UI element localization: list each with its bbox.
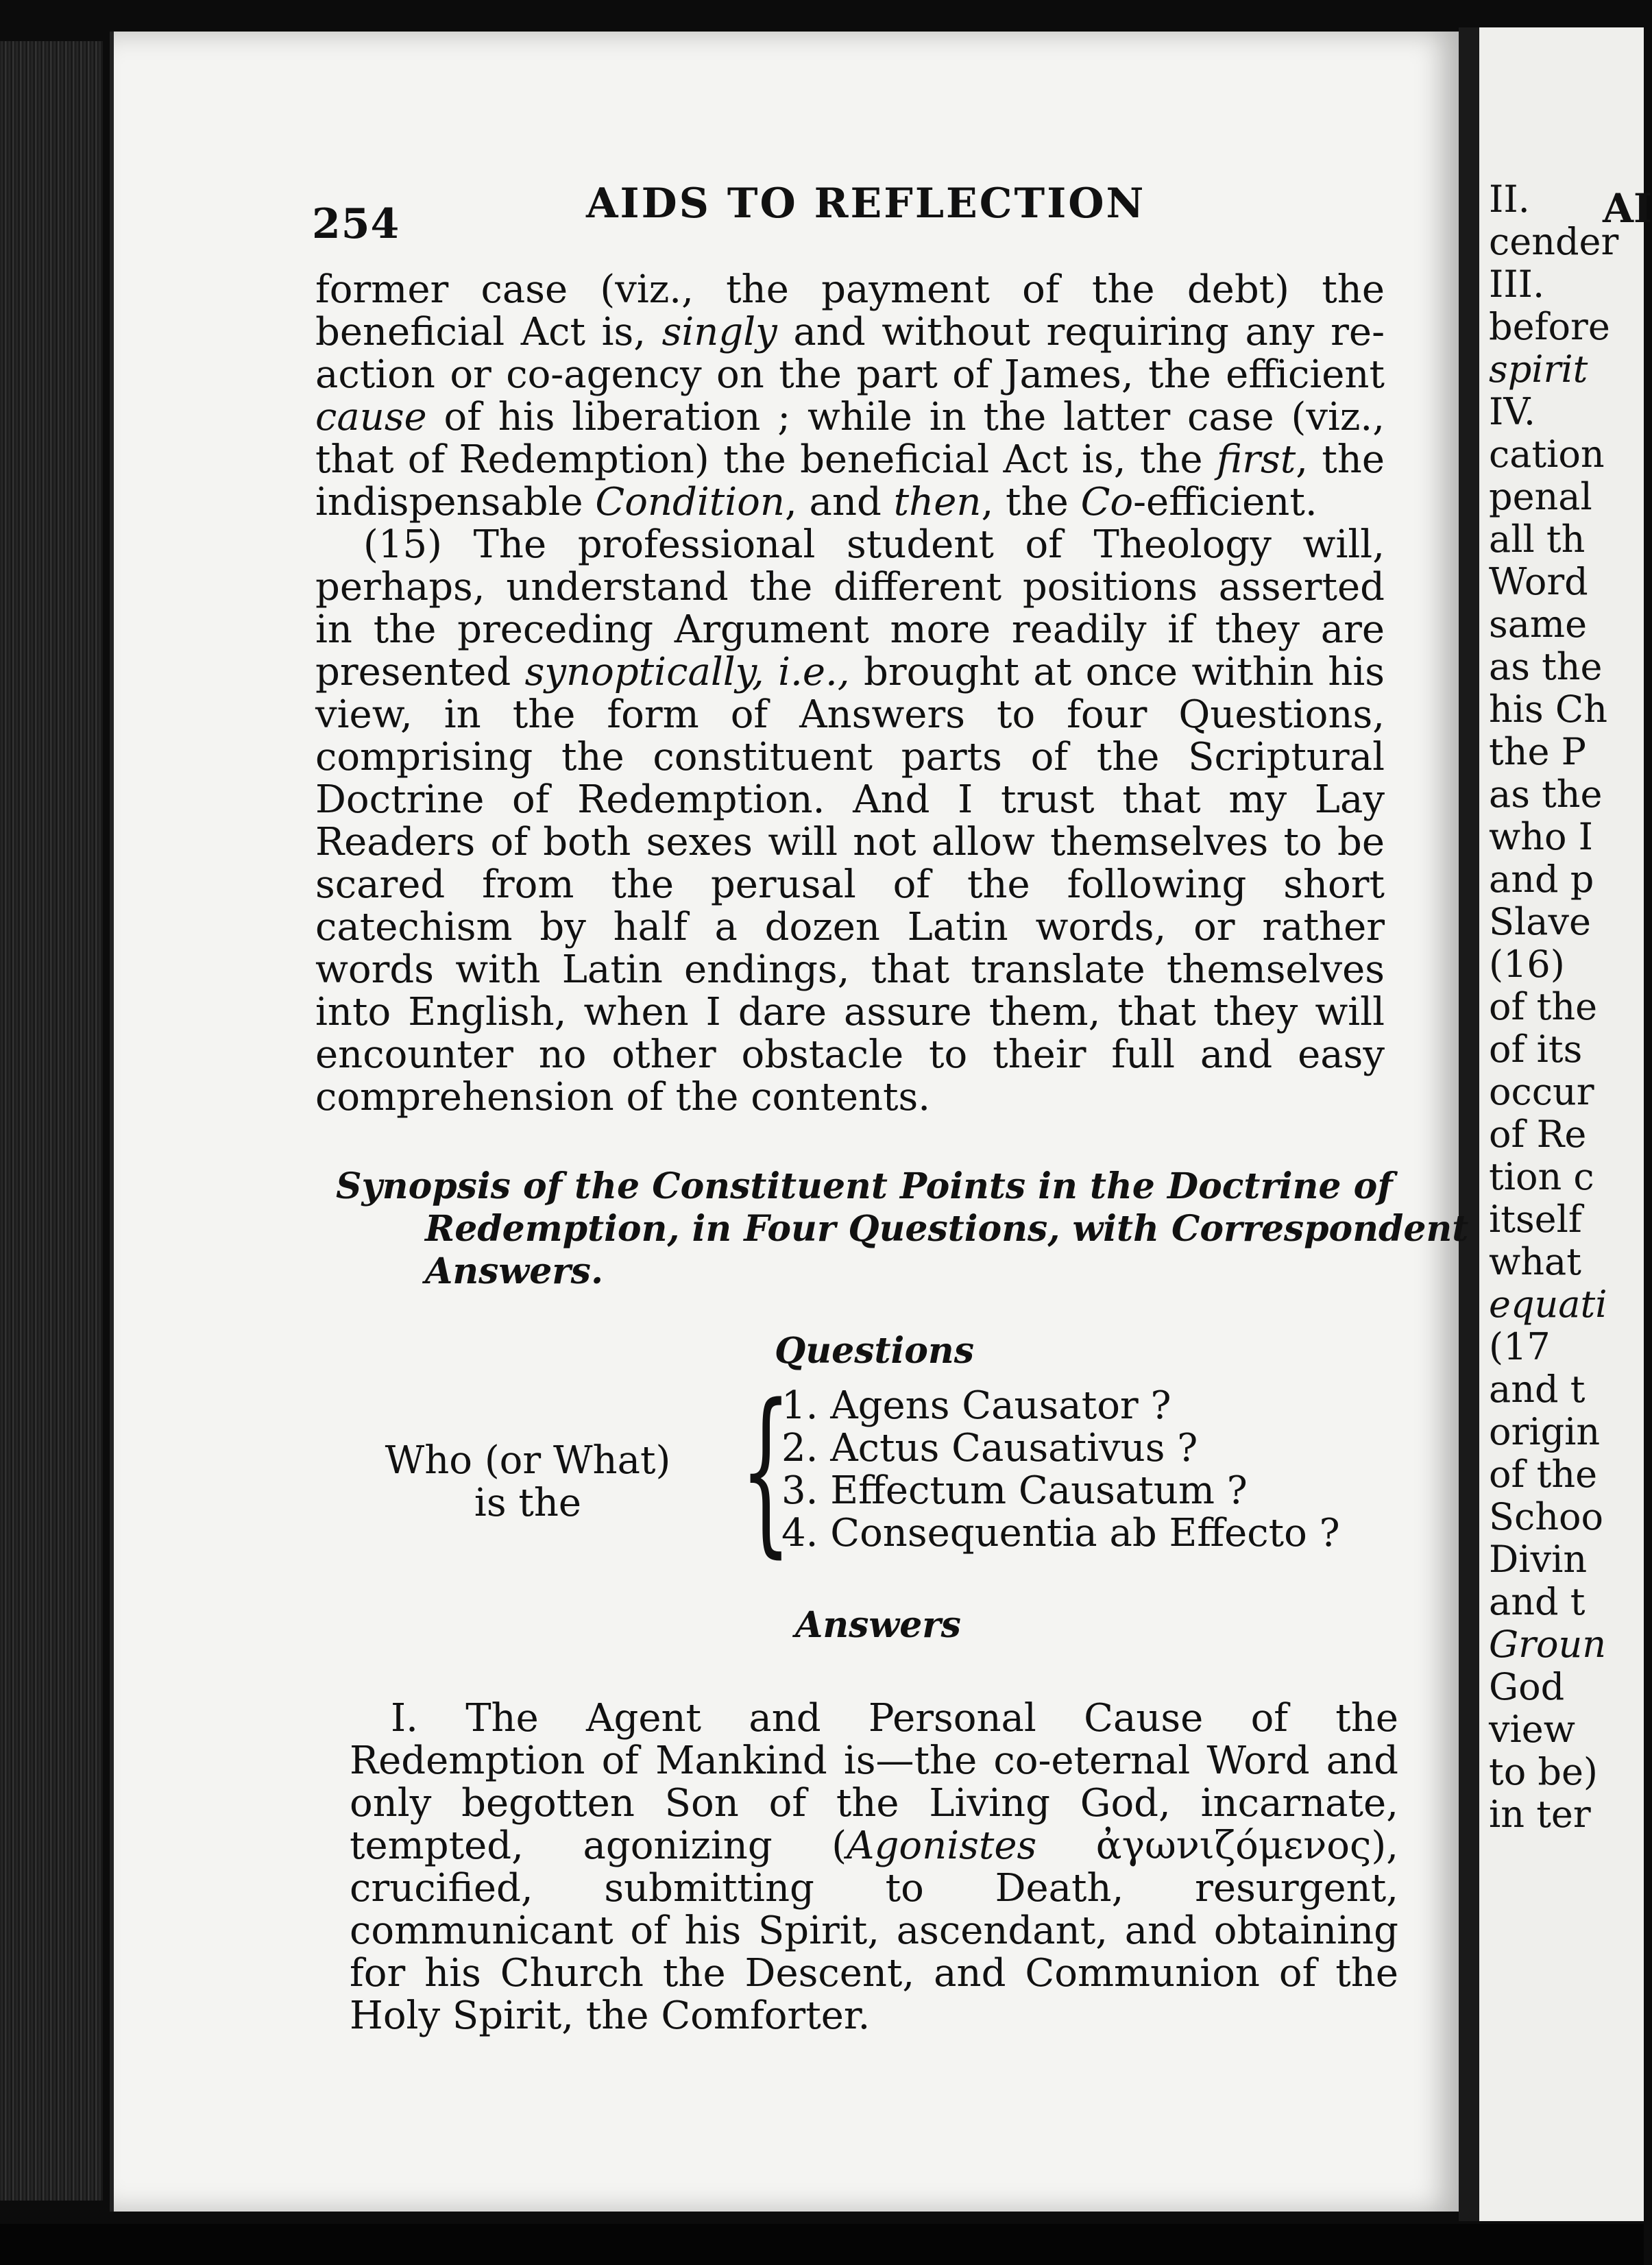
right-page-line: II. [1489,178,1530,221]
right-page-line: to be) [1489,1750,1598,1793]
running-title: AIDS TO REFLECTION [586,180,1146,228]
right-page-line: of its [1489,1028,1583,1071]
right-page [1479,27,1652,2221]
right-page-line: and p [1489,858,1594,901]
right-page-line: Divin [1489,1538,1588,1581]
answer-1: I. The Agent and Personal Cause of the Redemption of Mankind is—the co-eternal Word and only begotten Son of the Living God, incarnate, tempted, agonizing (Agonistes ἀγωνιζόμενος), crucified, submitting to Death, resurgent, communicant of his Spirit, ascendant, and obtaining for his Church the Descent, and Communion of the Holy Spirit, the Comforter. [350,1696,1398,2038]
question-item: 1. Agens Causator ? [781,1383,1171,1428]
right-page-line: as the [1489,645,1603,688]
who-label-line-1: Who (or What) [385,1438,671,1483]
curly-brace-icon: { [740,1367,792,1574]
right-page-line: God [1489,1665,1565,1708]
right-page-line: who I [1489,815,1594,858]
page-number: 254 [312,200,400,248]
right-page-line: as the [1489,773,1603,816]
question-item: 3. Effectum Causatum ? [781,1468,1248,1513]
right-page-line: occur [1489,1070,1594,1113]
right-page-line: and t [1489,1580,1586,1623]
right-page-line: tion c [1489,1155,1594,1198]
right-page-text [1489,178,1618,1836]
right-page-line: origin [1489,1410,1601,1453]
right-page-line: his Ch [1489,688,1608,731]
right-page-line: penal [1489,475,1592,518]
who-label-line-2: is the [474,1481,582,1525]
right-page-line: itself [1489,1198,1582,1241]
question-item: 4. Consequentia ab Effecto ? [781,1511,1340,1555]
book-edge [0,41,103,2201]
body-text [315,269,1385,1119]
scan-border [0,2224,1644,2265]
right-page-line: Word [1489,560,1588,603]
right-page-line: equati [1489,1283,1607,1326]
questions-list [781,1385,1340,1555]
right-page-line: before [1489,305,1610,348]
right-page-line: of Re [1489,1113,1587,1156]
right-page-line: cender [1489,220,1619,263]
questions-heading: Questions [775,1330,975,1372]
paragraph-15: (15) The professional student of Theology will, perhaps, understand the different positions asserted in the preceding Argument more readily if they are presented synoptically, i.e., brought at once within his view, in the form of Answers to four Questions, comprising the constituent parts of the Scriptural Doctrine of Redemption. And I trust that my Lay Readers of both sexes will not allow themselves to be scared from the perusal of the following short catechism by half a dozen Latin words, or rather words with Latin endings, that translate themselves into English, when I dare assure them, that they will encounter no other obstacle to their full and easy comprehension of the contents. [315,522,1385,1119]
right-page-header: AI [1603,185,1652,232]
book-gutter [1459,27,1479,2221]
right-page-line: (16) [1489,943,1565,986]
right-page-line: Schoo [1489,1495,1604,1538]
answers-heading: Answers [795,1604,961,1646]
right-page-line: IV. [1489,390,1536,433]
right-page-line: all th [1489,518,1586,561]
paragraph-1: former case (viz., the payment of the debt) the beneficial Act is, singly and without requiring any re-action or co-agency on the part of James, the efficient cause of his liberation ; while in the latter case (viz., that of Redemption) the beneficial Act is, the first, the indispensable Condition, and then, the Co-efficient. [315,267,1385,524]
right-page-line: the P [1489,730,1586,773]
right-page-line: same [1489,603,1588,646]
right-page-line: of the [1489,1453,1598,1496]
question-item: 2. Actus Causativus ? [781,1426,1198,1470]
synopsis-heading: Synopsis of the Constituent Points in the Doctrine of Redemption, in Four Questions, with Correspondent Answers. [336,1165,1469,1292]
right-page-line: cation [1489,433,1605,476]
right-page-line: of the [1489,985,1598,1028]
right-page-line: Groun [1489,1623,1607,1666]
right-page-line: spirit [1489,348,1588,391]
right-page-line: view [1489,1708,1575,1751]
right-page-line: III. [1489,263,1545,306]
right-page-line: what [1489,1240,1581,1283]
who-label [370,1440,685,1525]
right-page-line: and t [1489,1368,1586,1411]
right-page-line: in ter [1489,1793,1591,1836]
right-page-line: (17 [1489,1325,1551,1368]
right-page-line: Slave [1489,900,1591,943]
